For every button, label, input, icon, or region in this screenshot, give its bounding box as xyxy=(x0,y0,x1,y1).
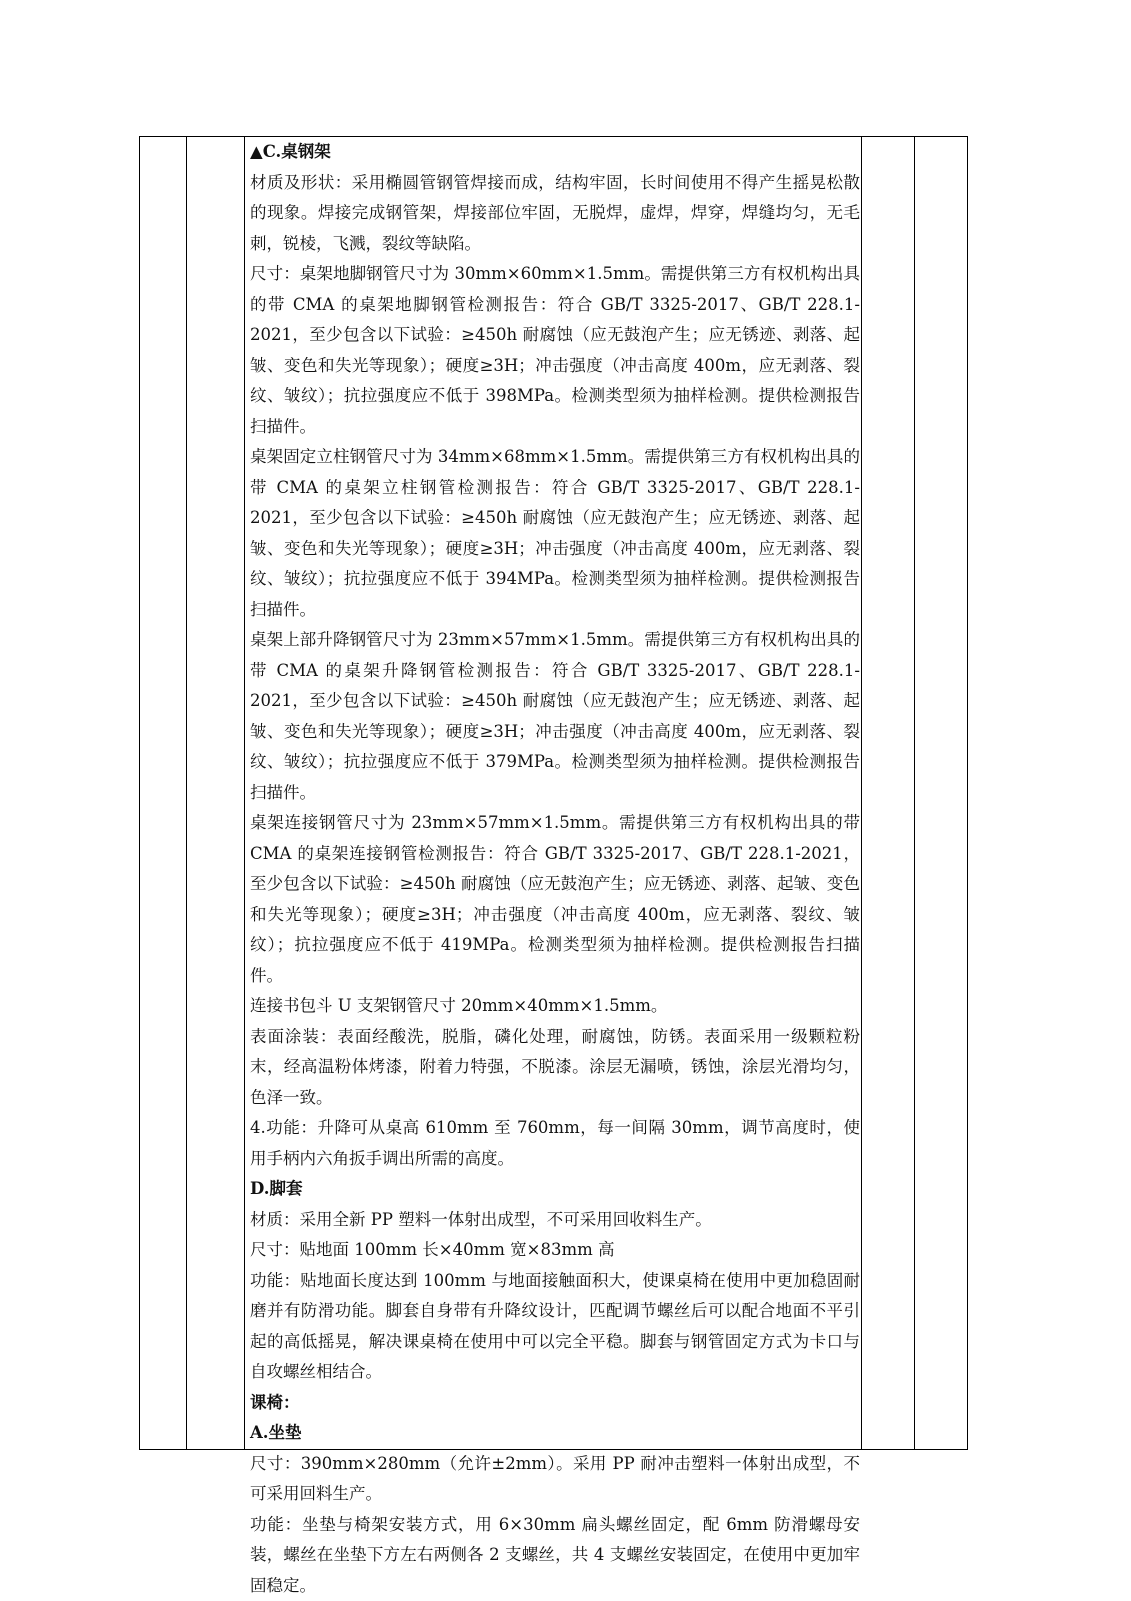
table-column-divider xyxy=(914,137,915,1449)
section-c-material: 材质及形状：采用椭圆管钢管焊接而成，结构牢固，长时间使用不得产生摇晃松散的现象。焊接完成钢管架，焊接部位牢固，无脱焊，虚焊，焊穿，焊缝均匀，无毛刺，锐棱，飞溅，裂纹等缺陷。 xyxy=(250,168,860,260)
section-c-title: ▲C.桌钢架 xyxy=(250,137,860,168)
section-c-size-column: 桌架固定立柱钢管尺寸为 34mm×68mm×1.5mm。需提供第三方有权机构出具的带 CMA 的桌架立柱钢管检测报告：符合 GB/T 3325-2017、GB/T 228.1-2021，至少包含以下试验：≥450h 耐腐蚀（应无鼓泡产生；应无锈迹、剥落、起皱、变色和失光等现象）；硬度≥3H；冲击强度（冲击高度 400m，应无剥落、裂纹、皱纹）；抗拉强度应不低于 394MPa。检测类型须为抽样检测。提供检测报告扫描件。 xyxy=(250,442,860,625)
section-d-title: D.脚套 xyxy=(250,1174,860,1205)
section-c-coating: 表面涂装：表面经酸洗，脱脂，磷化处理，耐腐蚀，防锈。表面采用一级颗粒粉末，经高温粉体烤漆，附着力特强，不脱漆。涂层无漏喷，锈蚀，涂层光滑均匀，色泽一致。 xyxy=(250,1022,860,1114)
section-d-material: 材质：采用全新 PP 塑料一体射出成型，不可采用回收料生产。 xyxy=(250,1205,860,1236)
table-column-divider xyxy=(861,137,862,1449)
section-c-size-bag: 连接书包斗 U 支架钢管尺寸 20mm×40mm×1.5mm。 xyxy=(250,991,860,1022)
section-d-size: 尺寸：贴地面 100mm 长×40mm 宽×83mm 高 xyxy=(250,1235,860,1266)
section-c-size-connect: 桌架连接钢管尺寸为 23mm×57mm×1.5mm。需提供第三方有权机构出具的带 CMA 的桌架连接钢管检测报告：符合 GB/T 3325-2017、GB/T 228.1-2021，至少包含以下试验：≥450h 耐腐蚀（应无鼓泡产生；应无锈迹、剥落、起皱、变色和失光等现象）；硬度≥3H；冲击强度（冲击高度 400m，应无剥落、裂纹、皱纹）；抗拉强度应不低于 419MPa。检测类型须为抽样检测。提供检测报告扫描件。 xyxy=(250,808,860,991)
spec-cell-content xyxy=(250,137,860,1601)
chair-seat-size: 尺寸：390mm×280mm（允许±2mm）。采用 PP 耐冲击塑料一体射出成型，不可采用回料生产。 xyxy=(250,1449,860,1510)
chair-section-a-title: A.坐垫 xyxy=(250,1418,860,1449)
chair-seat-function: 功能：坐垫与椅架安装方式，用 6×30mm 扁头螺丝固定，配 6mm 防滑螺母安装，螺丝在坐垫下方左右两侧各 2 支螺丝，共 4 支螺丝安装固定，在使用中更加牢固稳定。 xyxy=(250,1510,860,1601)
chair-title: 课椅： xyxy=(250,1388,860,1419)
section-d-function: 功能：贴地面长度达到 100mm 与地面接触面积大，使课桌椅在使用中更加稳固耐磨并有防滑功能。脚套自身带有升降纹设计，匹配调节螺丝后可以配合地面不平引起的高低摇晃，解决课桌椅在使用中可以完全平稳。脚套与钢管固定方式为卡口与自攻螺丝相结合。 xyxy=(250,1266,860,1388)
table-column-divider xyxy=(244,137,245,1449)
section-c-size-lift: 桌架上部升降钢管尺寸为 23mm×57mm×1.5mm。需提供第三方有权机构出具的带 CMA 的桌架升降钢管检测报告：符合 GB/T 3325-2017、GB/T 228.1-2021，至少包含以下试验：≥450h 耐腐蚀（应无鼓泡产生；应无锈迹、剥落、起皱、变色和失光等现象）；硬度≥3H；冲击强度（冲击高度 400m，应无剥落、裂纹、皱纹）；抗拉强度应不低于 379MPa。检测类型须为抽样检测。提供检测报告扫描件。 xyxy=(250,625,860,808)
table-column-divider xyxy=(186,137,187,1449)
section-c-size-foot: 尺寸：桌架地脚钢管尺寸为 30mm×60mm×1.5mm。需提供第三方有权机构出具的带 CMA 的桌架地脚钢管检测报告：符合 GB/T 3325-2017、GB/T 228.1-2021，至少包含以下试验：≥450h 耐腐蚀（应无鼓泡产生；应无锈迹、剥落、起皱、变色和失光等现象）；硬度≥3H；冲击强度（冲击高度 400m，应无剥落、裂纹、皱纹）；抗拉强度应不低于 398MPa。检测类型须为抽样检测。提供检测报告扫描件。 xyxy=(250,259,860,442)
section-c-function: 4.功能：升降可从桌高 610mm 至 760mm，每一间隔 30mm，调节高度时，使用手柄内六角扳手调出所需的高度。 xyxy=(250,1113,860,1174)
